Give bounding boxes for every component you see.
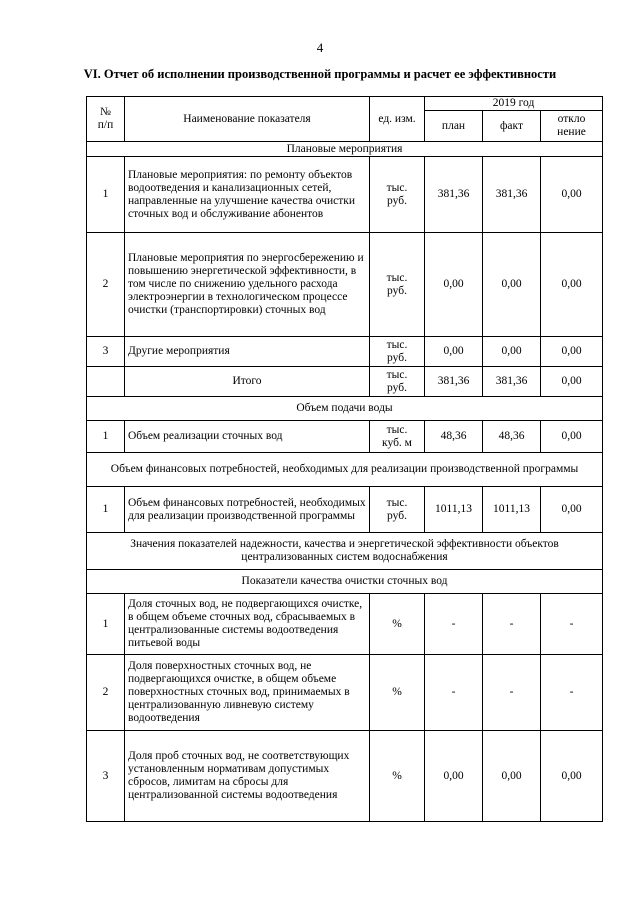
row-name: Объем реализации сточных вод xyxy=(125,421,370,453)
row-deviation: 0,00 xyxy=(541,157,603,233)
row-name: Плановые мероприятия по энергосбережению и повышению энергетической эффективности, в том числе по снижению удельного расхода электроэнергии в технологическом процессе очистки (транспортировки) сточных вод xyxy=(125,233,370,337)
row-plan: 0,00 xyxy=(425,337,483,367)
row-num: 1 xyxy=(87,421,125,453)
row-unit: % xyxy=(370,655,425,731)
section-row xyxy=(87,142,603,157)
row-fact: 381,36 xyxy=(483,367,541,397)
row-deviation: 0,00 xyxy=(541,731,603,822)
row-num: 1 xyxy=(87,157,125,233)
row-name: Доля поверхностных сточных вод, не подвергающихся очистке, в общем объеме поверхностных сточных вод, принимаемых в централизованную ливневую систему водоотведения xyxy=(125,655,370,731)
row-fact: - xyxy=(483,655,541,731)
row-plan: 381,36 xyxy=(425,157,483,233)
row-plan: 0,00 xyxy=(425,731,483,822)
row-unit: тыс. куб. м xyxy=(370,421,425,453)
section-planned-measures: Плановые мероприятия xyxy=(87,142,603,157)
header-fact: факт xyxy=(483,111,541,142)
row-name: Другие мероприятия xyxy=(125,337,370,367)
row-unit: % xyxy=(370,731,425,822)
row-unit: тыс. руб. xyxy=(370,337,425,367)
row-plan: - xyxy=(425,594,483,655)
row-fact: 48,36 xyxy=(483,421,541,453)
row-fact: 1011,13 xyxy=(483,487,541,533)
header-plan: план xyxy=(425,111,483,142)
table-row xyxy=(87,655,603,731)
header-num: № п/п xyxy=(87,97,125,142)
row-fact: - xyxy=(483,594,541,655)
row-name: Объем финансовых потребностей, необходимых для реализации производственной программы xyxy=(125,487,370,533)
table-row xyxy=(87,157,603,233)
row-deviation: 0,00 xyxy=(541,421,603,453)
row-deviation: 0,00 xyxy=(541,367,603,397)
row-unit: % xyxy=(370,594,425,655)
row-plan: - xyxy=(425,655,483,731)
row-name: Доля сточных вод, не подвергающихся очистке, в общем объеме сточных вод, сбрасываемых в централизованные системы водоотведения питьевой воды xyxy=(125,594,370,655)
table-row xyxy=(87,233,603,337)
section-water-supply: Объем подачи воды xyxy=(87,397,603,421)
row-name: Доля проб сточных вод, не соответствующих установленным нормативам допустимых сбросов, лимитам на сбросы для централизованной системы водоотведения xyxy=(125,731,370,822)
row-name: Плановые мероприятия: по ремонту объектов водоотведения и канализационных сетей, направленные на улучшение качества очистки сточных вод и обслуживание абонентов xyxy=(125,157,370,233)
row-num: 3 xyxy=(87,731,125,822)
row-fact: 0,00 xyxy=(483,731,541,822)
row-plan: 1011,13 xyxy=(425,487,483,533)
row-unit: тыс. руб. xyxy=(370,233,425,337)
header-deviation: откло нение xyxy=(541,111,603,142)
table-row xyxy=(87,487,603,533)
row-num: 2 xyxy=(87,233,125,337)
section-indicators: Значения показателей надежности, качества и энергетической эффективности объектов централизованных систем водоснабжения xyxy=(87,533,603,570)
row-deviation: 0,00 xyxy=(541,337,603,367)
page-number: 4 xyxy=(316,40,324,55)
row-deviation: - xyxy=(541,594,603,655)
section-financial-needs: Объем финансовых потребностей, необходимых для реализации производственной программы xyxy=(87,453,603,487)
row-fact: 381,36 xyxy=(483,157,541,233)
row-deviation: - xyxy=(541,655,603,731)
row-unit: тыс. руб. xyxy=(370,157,425,233)
page-title: VI. Отчет об исполнении производственной программы и расчет ее эффективности xyxy=(83,67,557,81)
table-row xyxy=(87,594,603,655)
row-deviation: 0,00 xyxy=(541,487,603,533)
row-fact: 0,00 xyxy=(483,337,541,367)
row-unit: тыс. руб. xyxy=(370,367,425,397)
row-plan: 48,36 xyxy=(425,421,483,453)
row-num xyxy=(87,367,125,397)
section-row xyxy=(87,397,603,421)
total-row xyxy=(87,367,603,397)
row-num: 2 xyxy=(87,655,125,731)
row-fact: 0,00 xyxy=(483,233,541,337)
row-plan: 0,00 xyxy=(425,233,483,337)
section-row xyxy=(87,453,603,487)
row-deviation: 0,00 xyxy=(541,233,603,337)
table-row xyxy=(87,337,603,367)
row-plan: 381,36 xyxy=(425,367,483,397)
header-name: Наименование показателя xyxy=(125,97,370,142)
section-row xyxy=(87,570,603,594)
report-table xyxy=(86,96,603,822)
table-row xyxy=(87,421,603,453)
header-unit: ед. изм. xyxy=(370,97,425,142)
row-name: Итого xyxy=(125,367,370,397)
section-row xyxy=(87,533,603,570)
row-unit: тыс. руб. xyxy=(370,487,425,533)
table-row xyxy=(87,731,603,822)
row-num: 1 xyxy=(87,487,125,533)
row-num: 3 xyxy=(87,337,125,367)
row-num: 1 xyxy=(87,594,125,655)
header-year: 2019 год xyxy=(425,97,603,111)
section-treatment-quality: Показатели качества очистки сточных вод xyxy=(87,570,603,594)
